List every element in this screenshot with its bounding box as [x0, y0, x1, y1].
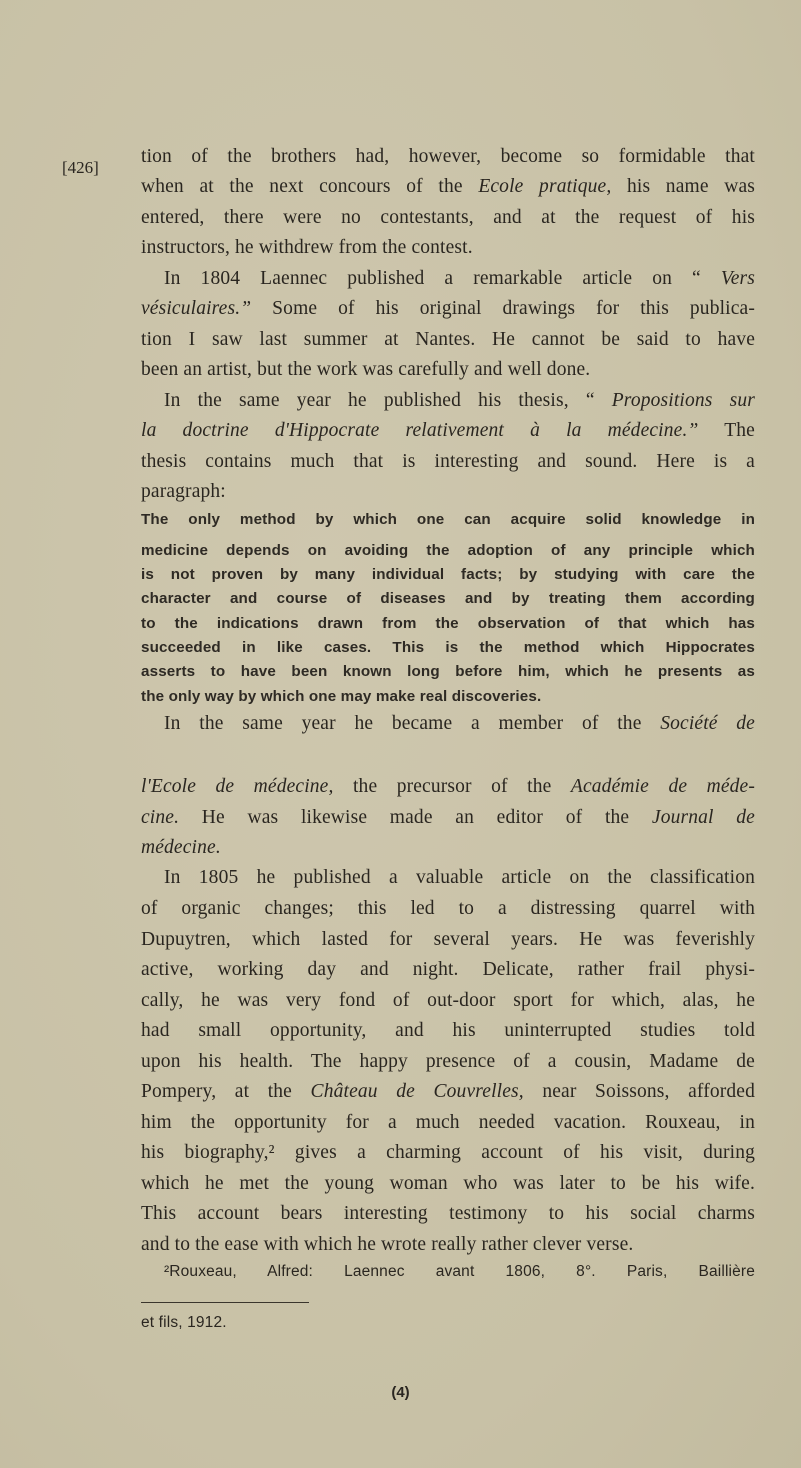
- text-line: [141, 327, 755, 353]
- text-span: asserts to have been known long before him, which he presents as: [141, 663, 755, 680]
- text-line: [141, 805, 755, 831]
- text-line: [141, 144, 755, 170]
- text-span: instructors, he withdrew from the contest.: [141, 237, 473, 258]
- footnote-line: [164, 1262, 755, 1282]
- footnote-divider: [141, 1302, 309, 1303]
- text-line: [164, 711, 755, 737]
- quote-line: [141, 614, 755, 634]
- text-span: Some of his original drawings for this publica-: [251, 298, 755, 319]
- italic-text: médecine.: [141, 837, 221, 858]
- text-line: [141, 1232, 755, 1258]
- italic-text: l'Ecole de médecine,: [141, 776, 334, 797]
- text-span: In the same year he became a member of the: [164, 713, 661, 734]
- text-line: [141, 774, 755, 800]
- text-span: which he met the young woman who was later to be his wife.: [141, 1173, 755, 1194]
- italic-text: Journal de: [651, 807, 755, 828]
- text-span: of organic changes; this led to a distressing quarrel with: [141, 898, 755, 919]
- quote-line: [141, 565, 755, 585]
- text-span: ²Rouxeau, Alfred: Laennec avant 1806, 8°. Paris, Baillière: [164, 1263, 755, 1280]
- italic-text: Société de: [660, 713, 755, 734]
- text-line: [141, 479, 755, 505]
- text-span: He was likewise made an editor of the: [179, 807, 652, 828]
- text-span: had small opportunity, and his uninterrupted studies told: [141, 1020, 755, 1041]
- quote-line: [141, 510, 755, 530]
- text-span: medicine depends on avoiding the adoption of any principle which: [141, 542, 755, 559]
- text-span: his name was: [611, 176, 756, 197]
- text-span: character and course of diseases and by treating them according: [141, 590, 755, 607]
- text-span: when at the next concours of the: [141, 176, 479, 197]
- italic-text: Ecole pratique,: [478, 176, 612, 197]
- italic-text: Château de Couvrelles,: [310, 1081, 524, 1102]
- text-span: is not proven by many individual facts; by studying with care the: [141, 566, 755, 583]
- text-line: [141, 205, 755, 231]
- text-span: tion I saw last summer at Nantes. He cannot be said to have: [141, 329, 755, 350]
- text-span: near Soissons, afforded: [523, 1081, 755, 1102]
- quote-line: [141, 687, 755, 707]
- quote-line: [141, 589, 755, 609]
- text-span: entered, there were no contestants, and at the request of his: [141, 207, 755, 228]
- text-span: thesis contains much that is interesting and sound. Here is a: [141, 451, 755, 472]
- italic-text: Académie de méde-: [570, 776, 755, 797]
- text-line: [141, 1140, 755, 1166]
- text-span: Pompery, at the: [141, 1081, 311, 1102]
- text-line: [141, 1201, 755, 1227]
- text-line: [164, 388, 755, 414]
- text-line: [164, 865, 755, 891]
- text-span: The only method by which one can acquire solid knowledge in: [141, 511, 755, 528]
- text-span: In the same year he published his thesis, “: [164, 390, 612, 411]
- text-span: been an artist, but the work was carefully and well done.: [141, 359, 591, 380]
- text-line: [141, 418, 755, 444]
- footnote-line: [141, 1313, 755, 1333]
- text-span: The: [698, 420, 755, 441]
- text-span: active, working day and night. Delicate, rather frail physi-: [141, 959, 755, 980]
- text-span: his biography,² gives a charming account of his visit, during: [141, 1142, 755, 1163]
- text-line: [141, 1049, 755, 1075]
- text-span: et fils, 1912.: [141, 1314, 227, 1331]
- text-line: [141, 235, 755, 261]
- text-span: tion of the brothers had, however, become so formidable that: [141, 146, 755, 167]
- italic-text: vésiculaires.”: [141, 298, 252, 319]
- text-line: [141, 296, 755, 322]
- italic-text: la doctrine d'Hippocrate relativement à la médecine.”: [141, 420, 699, 441]
- text-line: [141, 449, 755, 475]
- quote-line: [141, 541, 755, 561]
- text-span: upon his health. The happy presence of a cousin, Madame de: [141, 1051, 755, 1072]
- text-span: and to the ease with which he wrote really rather clever verse.: [141, 1234, 634, 1255]
- quote-line: [141, 662, 755, 682]
- text-span: cally, he was very fond of out-door sport for which, alas, he: [141, 990, 755, 1011]
- text-line: [141, 1171, 755, 1197]
- text-line: [141, 957, 755, 983]
- text-span: to the indications drawn from the observation of that which has: [141, 615, 755, 632]
- text-line: [141, 927, 755, 953]
- text-span: This account bears interesting testimony to his social charms: [141, 1203, 755, 1224]
- text-span: Dupuytren, which lasted for several years. He was feverishly: [141, 929, 755, 950]
- page-number: (4): [391, 1384, 410, 1401]
- text-line: [141, 1018, 755, 1044]
- text-span: In 1805 he published a valuable article on the classification: [164, 867, 755, 888]
- text-line: [141, 896, 755, 922]
- margin-page-reference: [426]: [62, 158, 99, 177]
- italic-text: cine.: [141, 807, 180, 828]
- text-span: the precursor of the: [333, 776, 571, 797]
- text-line: [141, 357, 755, 383]
- text-span: succeeded in like cases. This is the method which Hippocrates: [141, 639, 755, 656]
- text-line: [164, 266, 755, 292]
- text-line: [141, 1079, 755, 1105]
- italic-text: Vers: [720, 268, 755, 289]
- text-span: In 1804 Laennec published a remarkable article on “: [164, 268, 721, 289]
- text-line: [141, 988, 755, 1014]
- italic-text: Propositions sur: [611, 390, 755, 411]
- text-span: paragraph:: [141, 481, 226, 502]
- text-span: the only way by which one may make real discoveries.: [141, 688, 542, 705]
- text-line: [141, 174, 755, 200]
- text-line: [141, 1110, 755, 1136]
- text-span: him the opportunity for a much needed vacation. Rouxeau, in: [141, 1112, 755, 1133]
- quote-line: [141, 638, 755, 658]
- text-line: [141, 835, 755, 861]
